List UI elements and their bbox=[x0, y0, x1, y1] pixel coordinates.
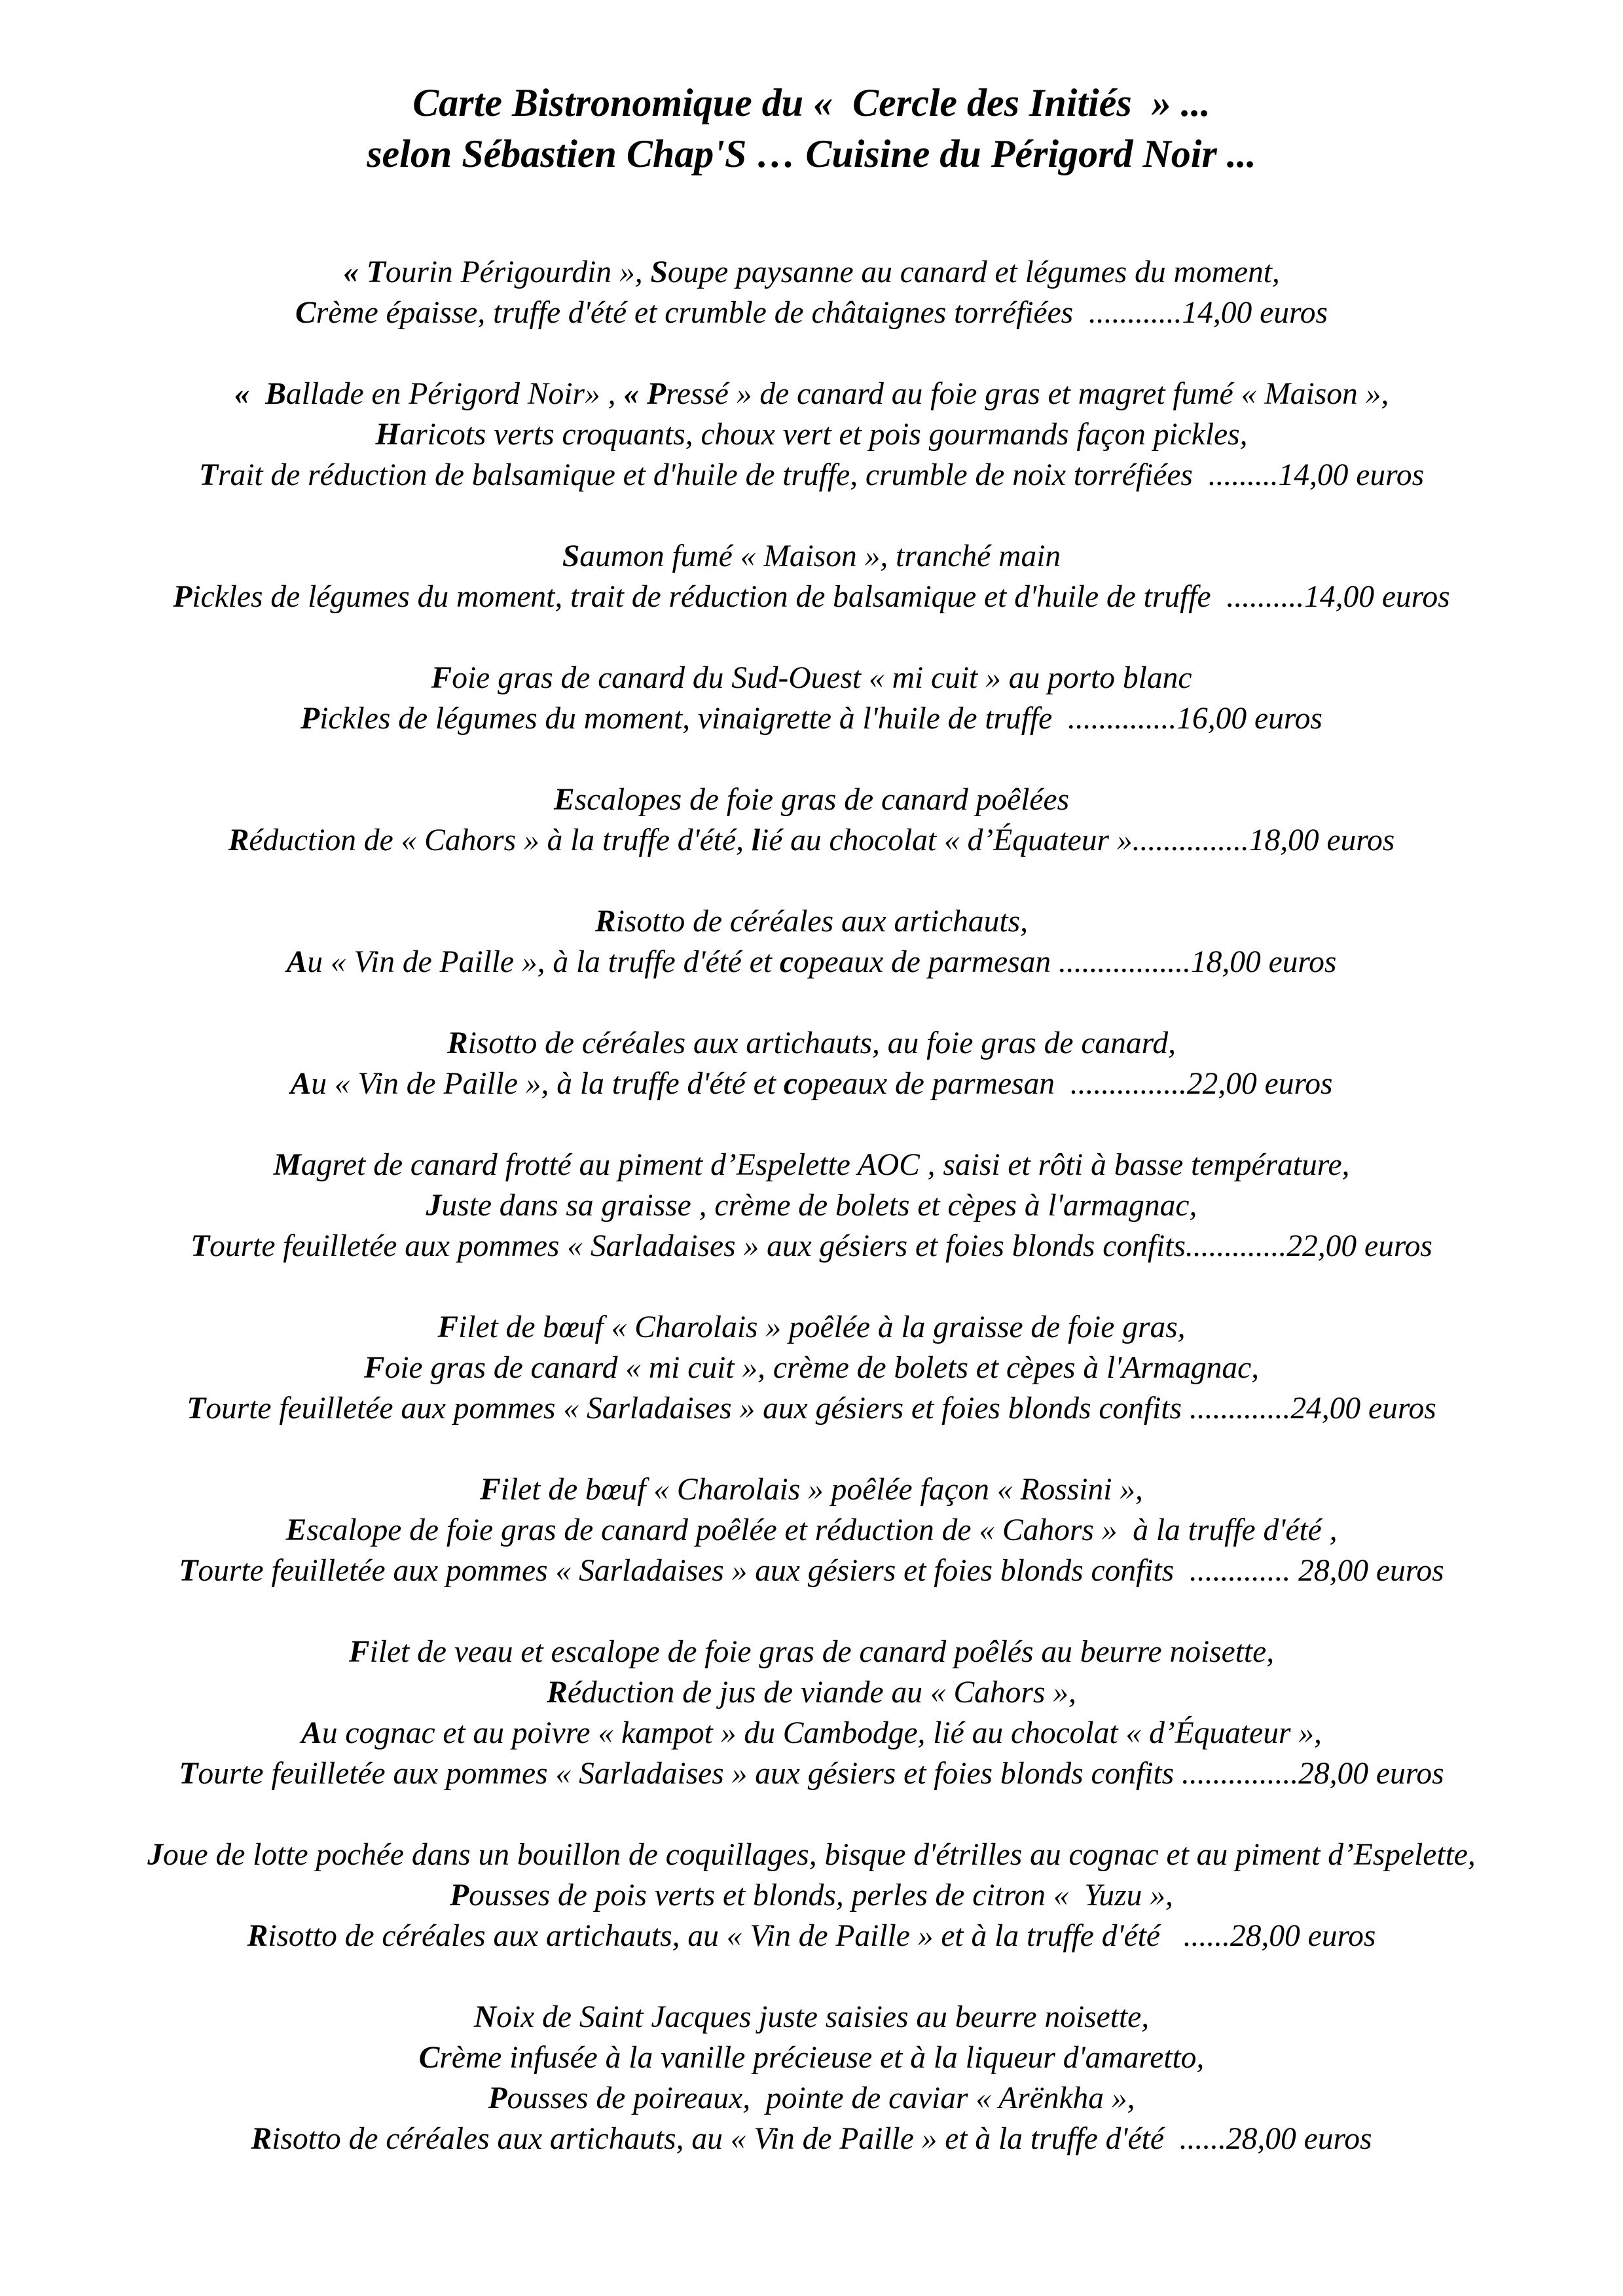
menu-item-line bbox=[0, 2037, 1623, 2078]
page-title bbox=[0, 77, 1623, 179]
initial-letter: E bbox=[285, 1513, 307, 1547]
initial-letter: c bbox=[779, 945, 793, 979]
initial-letter: « B bbox=[234, 377, 286, 411]
menu-list bbox=[0, 252, 1623, 2200]
line-text: oupe paysanne au canard et légumes du moment, bbox=[667, 255, 1280, 289]
initial-letter: C bbox=[295, 296, 316, 330]
menu-item-line bbox=[0, 1835, 1623, 1875]
line-text: u cognac et au poivre « kampot » du Cambodge, lié au chocolat « d’Équateur », bbox=[321, 1716, 1322, 1750]
initial-letter: S bbox=[562, 539, 580, 573]
line-text: opeaux de parmesan ...............22,00 euros bbox=[797, 1067, 1333, 1101]
line-text: éduction de « Cahors » à la truffe d'été, bbox=[249, 823, 752, 857]
line-text: u « Vin de Paille », à la truffe d'été et bbox=[311, 1067, 784, 1101]
initial-letter: R bbox=[251, 2122, 272, 2156]
menu-item bbox=[0, 1997, 1623, 2159]
menu-item bbox=[0, 1469, 1623, 1591]
menu-item-line bbox=[0, 698, 1623, 739]
line-text: ickles de légumes du moment, trait de réduction de balsamique et d'huile de truffe ..........14,00 euros bbox=[192, 580, 1450, 614]
menu-item-line bbox=[0, 2078, 1623, 2119]
menu-item-line bbox=[0, 1672, 1623, 1713]
initial-letter: R bbox=[228, 823, 249, 857]
menu-item bbox=[0, 1835, 1623, 1956]
line-text: scalopes de foie gras de canard poêlées bbox=[574, 783, 1070, 817]
menu-item-line bbox=[0, 1185, 1623, 1226]
line-text: opeaux de parmesan .................18,00 euros bbox=[793, 945, 1337, 979]
line-text: u « Vin de Paille », à la truffe d'été et bbox=[307, 945, 780, 979]
initial-letter: A bbox=[301, 1716, 322, 1750]
menu-item bbox=[0, 536, 1623, 617]
menu-item bbox=[0, 1307, 1623, 1429]
menu-item-line bbox=[0, 414, 1623, 455]
initial-letter: R bbox=[547, 1676, 568, 1710]
line-text: ilet de veau et escalope de foie gras de canard poêlés au beurre noisette, bbox=[369, 1635, 1275, 1669]
line-text: éduction de jus de viande au « Cahors », bbox=[567, 1676, 1076, 1710]
initial-letter: T bbox=[198, 458, 218, 492]
line-text: ourte feuilletée aux pommes « Sarladaises » aux gésiers et foies blonds confits ...............28,00 euros bbox=[198, 1757, 1444, 1791]
line-text: agret de canard frotté au piment d’Espelette AOC , saisi et rôti à basse température, bbox=[301, 1148, 1350, 1182]
menu-item-line bbox=[0, 1064, 1623, 1104]
line-text: aumon fumé « Maison », tranché main bbox=[579, 539, 1061, 573]
menu-item-line bbox=[0, 455, 1623, 495]
initial-letter: F bbox=[363, 1351, 385, 1385]
title-line-2: selon Sébastien Chap'S … Cuisine du Périgord Noir ... bbox=[367, 132, 1256, 175]
line-text: rème infusée à la vanille précieuse et à la liqueur d'amaretto, bbox=[439, 2041, 1205, 2075]
line-text: rème épaisse, truffe d'été et crumble de châtaignes torréfiées ............14,00 euros bbox=[316, 296, 1328, 330]
menu-item bbox=[0, 1632, 1623, 1794]
menu-item-line bbox=[0, 1551, 1623, 1591]
line-text: oie gras de canard « mi cuit », crème de bolets et cèpes à l'Armagnac, bbox=[384, 1351, 1260, 1385]
initial-letter: E bbox=[553, 783, 575, 817]
line-text: oie gras de canard du Sud-Ouest « mi cuit » au porto blanc bbox=[452, 661, 1192, 695]
initial-letter: l bbox=[751, 823, 761, 857]
menu-item-line bbox=[0, 780, 1623, 820]
initial-letter: P bbox=[450, 1878, 469, 1912]
initial-letter: J bbox=[426, 1189, 442, 1223]
initial-letter: F bbox=[437, 1310, 459, 1344]
menu-item-line bbox=[0, 942, 1623, 982]
menu-item-line bbox=[0, 1916, 1623, 1956]
line-text: ickles de légumes du moment, vinaigrette à l'huile de truffe ..............16,00 euros bbox=[319, 702, 1322, 736]
initial-letter: T bbox=[179, 1757, 198, 1791]
menu-item-line bbox=[0, 2119, 1623, 2159]
menu-item-line bbox=[0, 293, 1623, 333]
menu-item-line bbox=[0, 1145, 1623, 1185]
initial-letter: S bbox=[650, 255, 668, 289]
line-text: aricots verts croquants, choux vert et pois gourmands façon pickles, bbox=[399, 418, 1248, 452]
menu-item-line bbox=[0, 1875, 1623, 1916]
initial-letter: P bbox=[173, 580, 192, 614]
menu-item bbox=[0, 1023, 1623, 1104]
line-text: scalope de foie gras de canard poêlée et réduction de « Cahors » à la truffe d'été , bbox=[306, 1513, 1338, 1547]
menu-item-line bbox=[0, 252, 1623, 293]
initial-letter: H bbox=[375, 418, 400, 452]
menu-item-line bbox=[0, 536, 1623, 577]
menu-item-line bbox=[0, 1226, 1623, 1266]
line-text: ourte feuilletée aux pommes « Sarladaises » aux gésiers et foies blonds confits ............. 28,00 euros bbox=[198, 1554, 1444, 1588]
menu-item bbox=[0, 901, 1623, 982]
menu-item-line bbox=[0, 1348, 1623, 1388]
initial-letter: R bbox=[247, 1919, 268, 1953]
initial-letter: c bbox=[783, 1067, 797, 1101]
line-text: ousses de poireaux, pointe de caviar « Arënkha », bbox=[507, 2081, 1135, 2115]
line-text: rait de réduction de balsamique et d'huile de truffe, crumble de noix torréfiées .........14,00 euros bbox=[217, 458, 1425, 492]
menu-item bbox=[0, 658, 1623, 739]
menu-item-line bbox=[0, 374, 1623, 414]
initial-letter: T bbox=[179, 1554, 198, 1588]
line-text: isotto de céréales aux artichauts, bbox=[615, 905, 1028, 939]
menu-item-line bbox=[0, 1997, 1623, 2037]
line-text: isotto de céréales aux artichauts, au « Vin de Paille » et à la truffe d'été ......28,00 euros bbox=[268, 1919, 1376, 1953]
initial-letter: T bbox=[187, 1391, 206, 1426]
menu-item-line bbox=[0, 1307, 1623, 1348]
initial-letter: A bbox=[290, 1067, 312, 1101]
menu-item-line bbox=[0, 1632, 1623, 1672]
menu-item-line bbox=[0, 1469, 1623, 1510]
menu-item-line bbox=[0, 1753, 1623, 1794]
menu-item bbox=[0, 780, 1623, 861]
line-text: ressé » de canard au foie gras et magret fumé « Maison », bbox=[666, 377, 1389, 411]
line-text: ourte feuilletée aux pommes « Sarladaises » aux gésiers et foies blonds confits.............22,00 euros bbox=[210, 1229, 1432, 1263]
menu-item bbox=[0, 1145, 1623, 1266]
line-text: ousses de pois verts et blonds, perles de citron « Yuzu », bbox=[469, 1878, 1173, 1912]
line-text: isotto de céréales aux artichauts, au « Vin de Paille » et à la truffe d'été ......28,00 euros bbox=[272, 2122, 1372, 2156]
initial-letter: R bbox=[595, 905, 616, 939]
line-text: oix de Saint Jacques juste saisies au beurre noisette, bbox=[496, 2000, 1150, 2034]
line-text: ourin Périgourdin », bbox=[385, 255, 651, 289]
menu-item-line bbox=[0, 1510, 1623, 1551]
menu-item-line bbox=[0, 1713, 1623, 1753]
menu-item bbox=[0, 374, 1623, 495]
line-text: oue de lotte pochée dans un bouillon de coquillages, bisque d'étrilles au cognac et au piment d’Espelette, bbox=[163, 1838, 1476, 1872]
initial-letter: T bbox=[191, 1229, 210, 1263]
initial-letter: P bbox=[301, 702, 320, 736]
title-line-1: Carte Bistronomique du « Cercle des Initiés » ... bbox=[412, 81, 1211, 124]
initial-letter: F bbox=[480, 1473, 501, 1507]
menu-item-line bbox=[0, 658, 1623, 698]
line-text: ourte feuilletée aux pommes « Sarladaises » aux gésiers et foies blonds confits .............24,00 euros bbox=[206, 1391, 1436, 1426]
initial-letter: C bbox=[418, 2041, 440, 2075]
menu-item-line bbox=[0, 1388, 1623, 1429]
line-text: ilet de bœuf « Charolais » poêlée à la graisse de foie gras, bbox=[458, 1310, 1186, 1344]
initial-letter: J bbox=[147, 1838, 164, 1872]
initial-letter: N bbox=[473, 2000, 497, 2034]
line-text: allade en Périgord Noir» , bbox=[285, 377, 624, 411]
initial-letter: R bbox=[447, 1026, 468, 1060]
initial-letter: « T bbox=[343, 255, 386, 289]
menu-item-line bbox=[0, 1023, 1623, 1064]
line-text: ilet de bœuf « Charolais » poêlée façon « Rossini », bbox=[500, 1473, 1143, 1507]
initial-letter: A bbox=[286, 945, 308, 979]
initial-letter: F bbox=[431, 661, 452, 695]
initial-letter: F bbox=[348, 1635, 370, 1669]
menu-item-line bbox=[0, 577, 1623, 617]
initial-letter: M bbox=[273, 1148, 301, 1182]
line-text: uste dans sa graisse , crème de bolets et cèpes à l'armagnac, bbox=[441, 1189, 1197, 1223]
menu-item bbox=[0, 252, 1623, 333]
menu-item-line bbox=[0, 901, 1623, 942]
line-text: isotto de céréales aux artichauts, au foie gras de canard, bbox=[467, 1026, 1176, 1060]
initial-letter: « P bbox=[623, 377, 666, 411]
initial-letter: P bbox=[488, 2081, 507, 2115]
line-text: ié au chocolat « d’Équateur »...............18,00 euros bbox=[760, 823, 1395, 857]
menu-item-line bbox=[0, 820, 1623, 861]
